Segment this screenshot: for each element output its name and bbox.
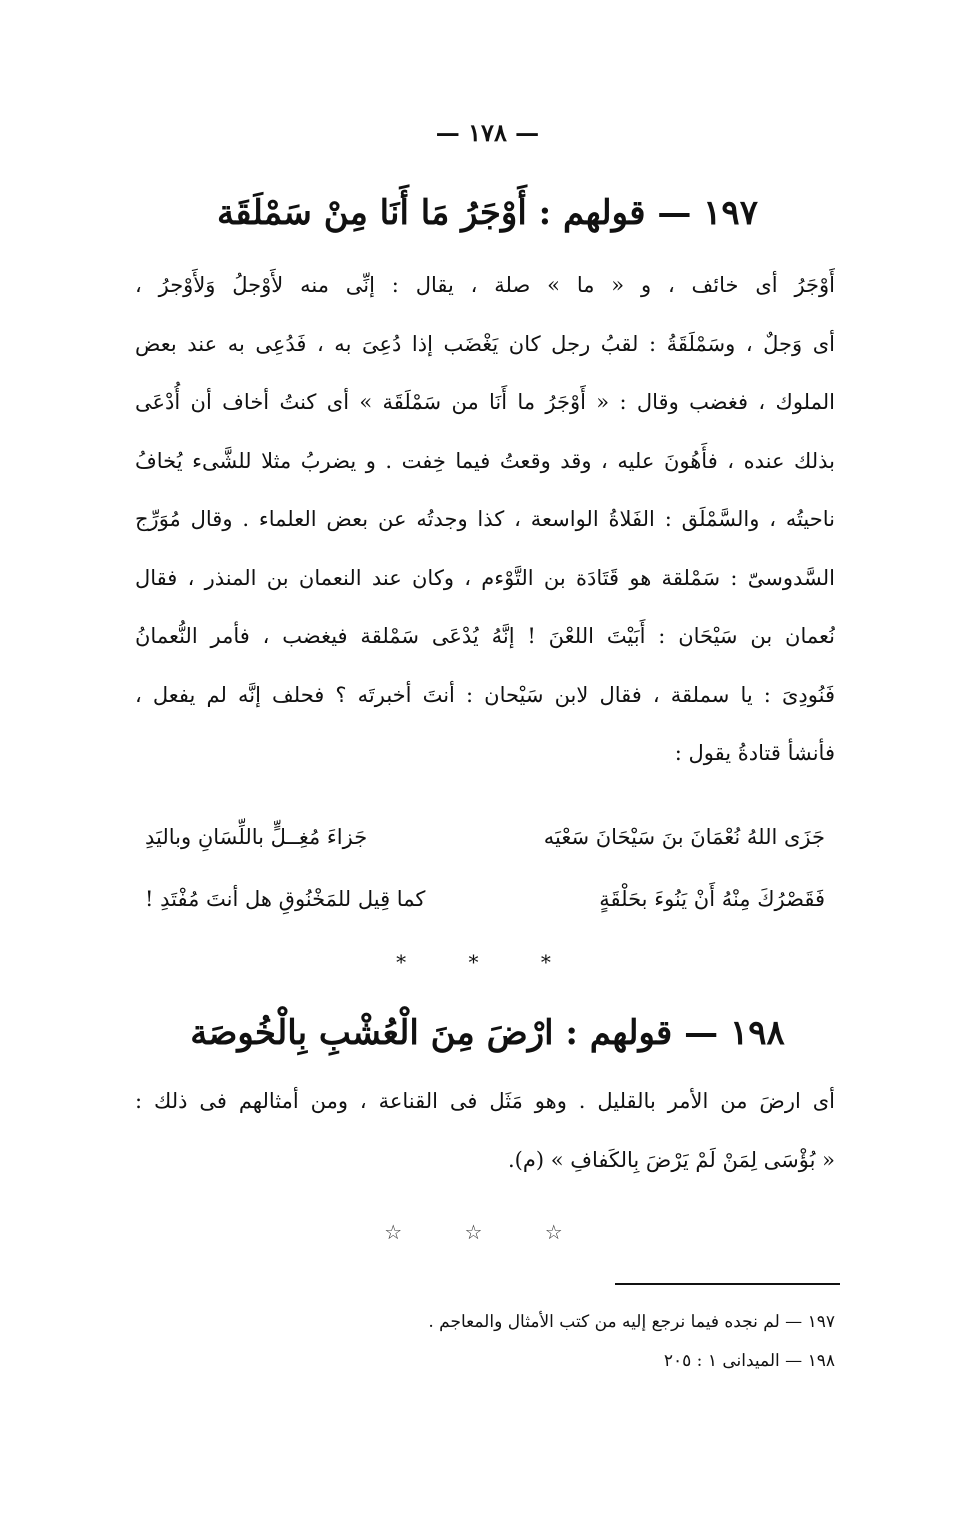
proverb-197-heading: ١٩٧ — قولهم : أَوْجَرُ مَا أَنَا مِنْ سَمْلَقَة <box>217 193 758 233</box>
page-number: — ١٧٨ — <box>435 118 540 147</box>
section-separator: ☆ ☆ ☆ <box>384 1220 591 1244</box>
body-line: « بُؤْسَى لِمَنْ لَمْ يَرْضَ بِالكَفافِ » (م). <box>507 1147 835 1172</box>
verse-line <box>145 868 825 930</box>
body-line: بذلك عنده ، فأَهُونَ عليه ، وقد وقعتُ فيما خِفت . و يضربُ مثلا للشَّىء يُخافُ <box>135 448 835 473</box>
body-line: الملوك ، فغضب وقال : « أَوْجَرُ ما أَنَا من سَمْلَقَة » أى كنتُ أخاف أن أُدْعَى <box>135 390 835 414</box>
poem <box>145 806 825 930</box>
verse-second-hemistich: جَزاءَ مُغِــلٍّ باللِّسَانِ وباليَدِ <box>145 825 368 849</box>
verse-second-hemistich: كما قِيل للمَخْنُوقِ هل أنتَ مُفْتَدِ ! <box>145 887 426 911</box>
verse-line <box>145 806 825 868</box>
footnote: ١٩٨ — الميدانى ١ : ٢٠٥ <box>663 1351 835 1371</box>
section-separator: * * * <box>396 950 579 974</box>
body-line: أى وَجلٌ ، وسَمْلَقَةُ : لقبُ رجل كان يَغْضَب إذا دُعِىَ به ، فَدُعِى به عند بعض <box>135 331 835 356</box>
body-line: أى ارضَ من الأمر بالقليل . وهو مَثَل فى القناعة ، ومن أمثالهم فى ذلك : <box>135 1089 835 1113</box>
proverb-198-heading: ١٩٨ — قولهم : ارْضَ مِنَ الْعُشْبِ بِالْخُوصَة <box>190 1013 785 1053</box>
footnote: ١٩٧ — لم نجده فيما نرجع إليه من كتب الأمثال والمعاجم . <box>428 1312 835 1332</box>
body-line: أَوْجَرُ أى خائف ، و « ما » صلة ، يقال : إنِّى منه لأَوْجلُ وَلأَوْجرُ ، <box>135 273 835 297</box>
body-line: ناحيتُه ، والسَّمْلَق : الفَلاةُ الواسعة ، كذا وجدتُه عن بعض العلماء . وقال مُوَرِّج <box>135 507 835 531</box>
body-line: فَنُودِىَ : يا سملقة ، فقال لابن سَيْحان : أنتَ أخبرتَه ؟ فحلف إنَّه لم يفعل ، <box>135 682 835 707</box>
footnote-rule <box>615 1283 840 1285</box>
verse-first-hemistich: جَزَى اللهُ نُعْمَانَ بنَ سَيْحَانَ سَعْيَه <box>543 825 825 849</box>
proverb-198-body <box>135 1072 835 1189</box>
body-line: السَّدوسىّ : سَمْلقة هو قَتَادَة بن التَّوْءم ، وكان عند النعمان بن المنذر ، فقال <box>135 565 835 590</box>
verse-first-hemistich: فَقَصْرُكَ مِنْهُ أَنْ يَنُوءَ بحَلْقَةٍ <box>599 887 825 911</box>
body-line: فأنشأ قتادةُ يقول : <box>674 741 835 765</box>
proverb-197-body <box>135 256 835 783</box>
body-line: نُعمان بن سَيْحَان : أَبَيْتَ اللعْنَ ! إنَّهُ يُدْعَى سَمْلقة فيغضب ، فأمر النُّعمانُ <box>135 624 835 648</box>
